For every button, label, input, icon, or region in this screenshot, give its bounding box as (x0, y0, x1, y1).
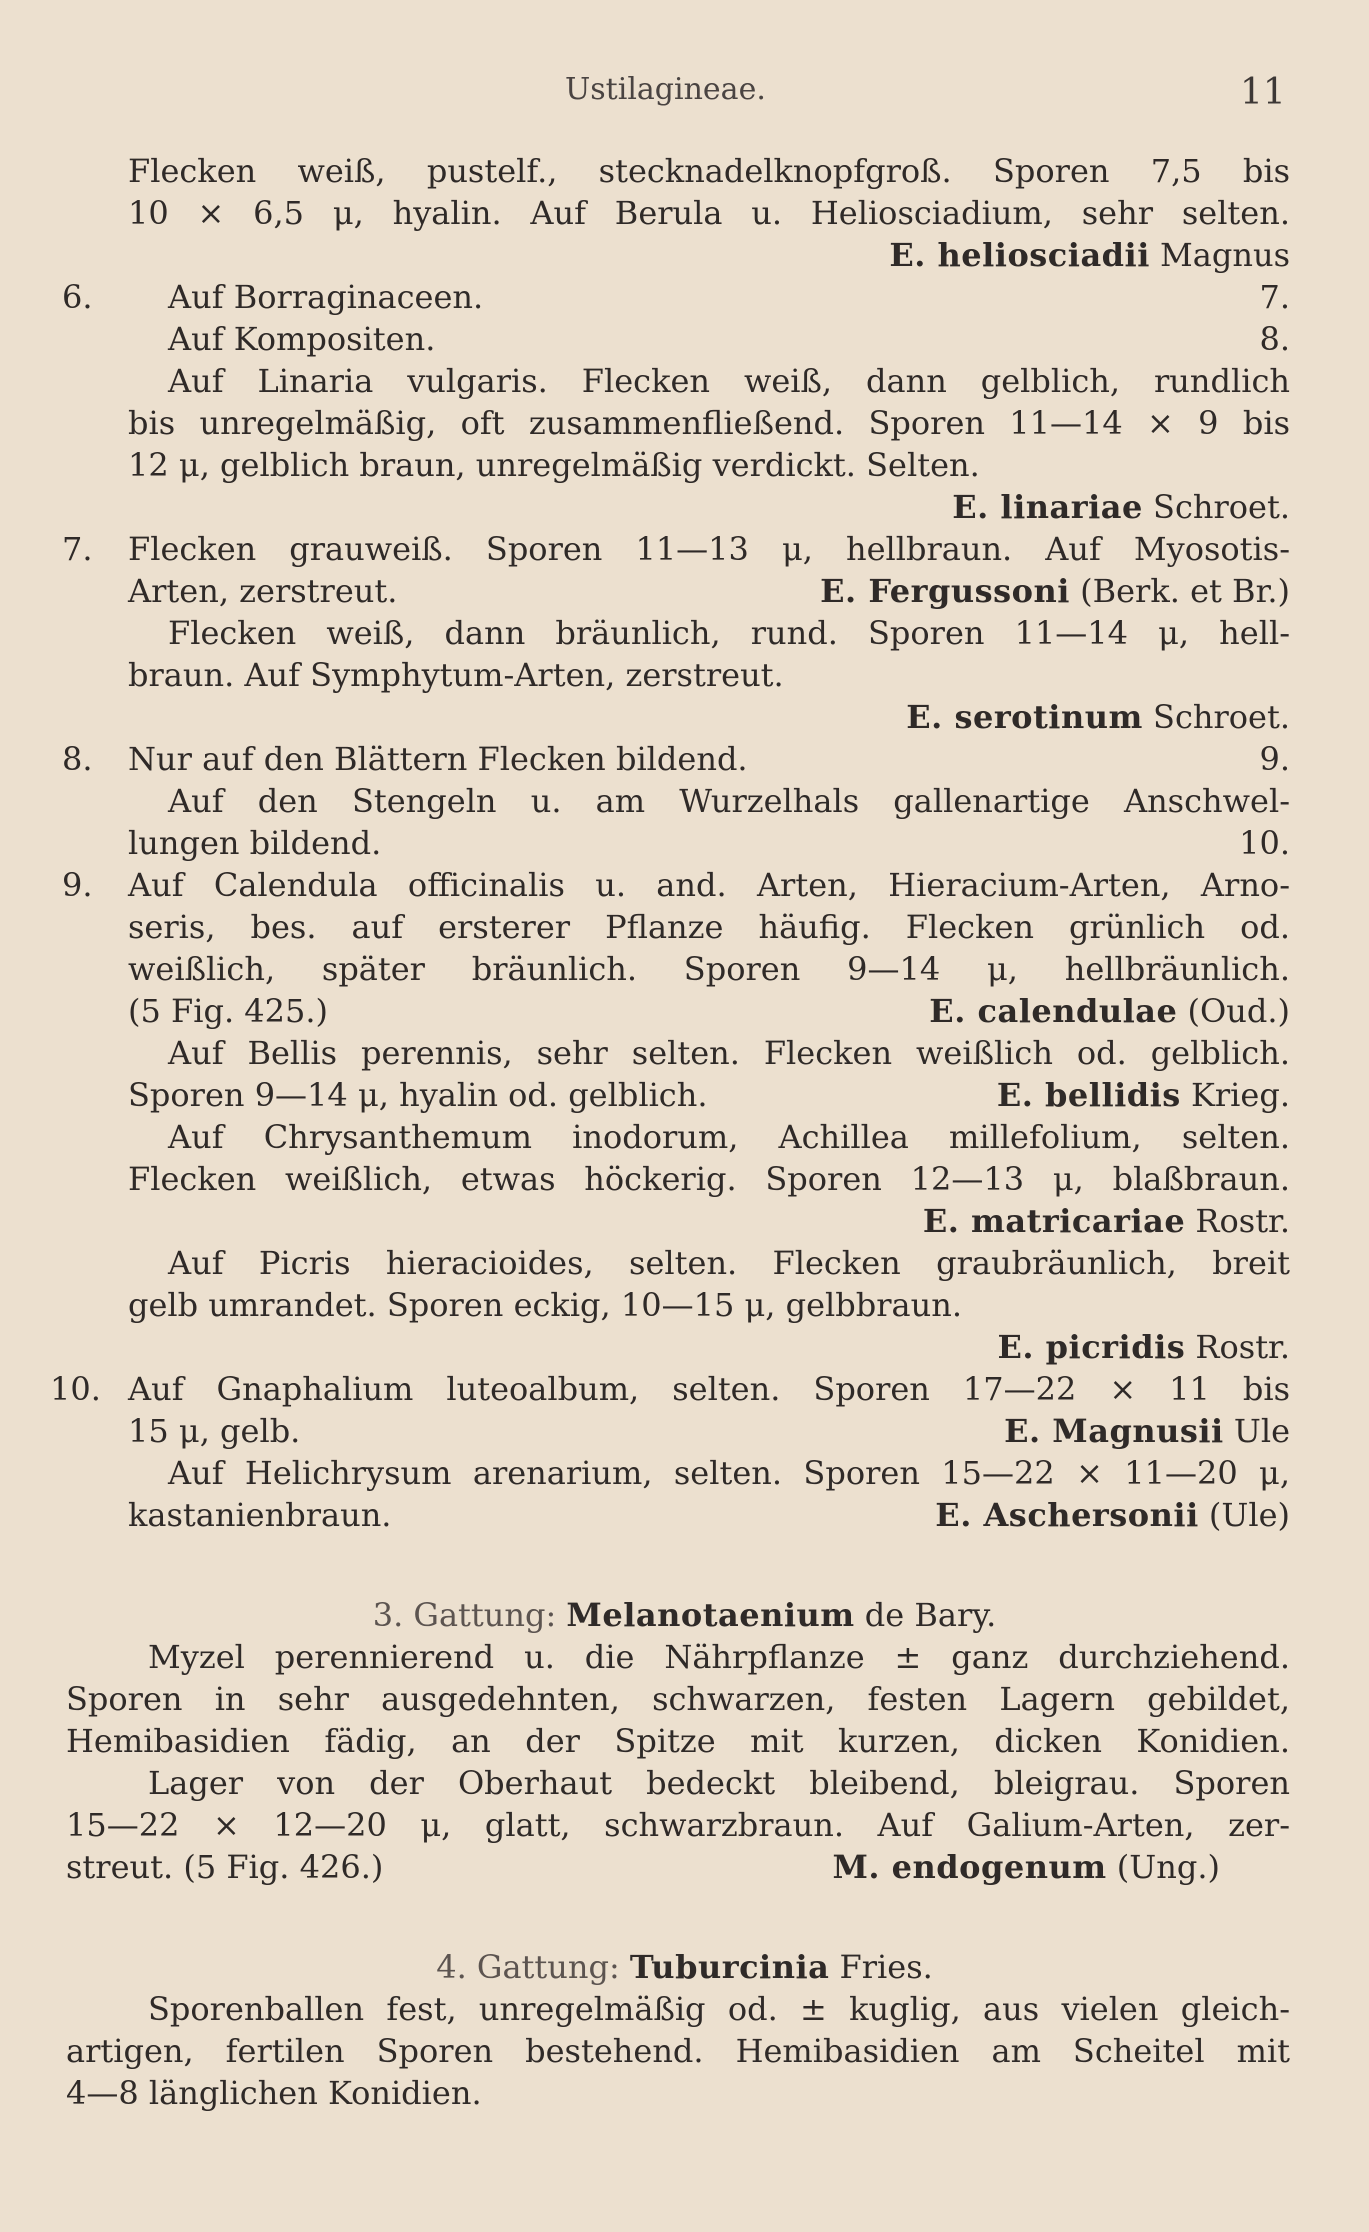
species-author: Ule (1233, 1412, 1290, 1450)
text-line (0, 1804, 1369, 1846)
text-line (0, 1452, 1369, 1494)
running-title: Ustilagineae. (565, 72, 766, 107)
species-author: Schroet. (1153, 698, 1290, 736)
line-text: Auf Bellis perennis, sehr selten. Flecken weißlich od. gelblich. (168, 1034, 1290, 1072)
line-text: bis unregelmäßig, oft zusammenfließend. Sporen 11—14 × 9 bis (128, 404, 1290, 442)
line-text: Auf Gnaphalium luteoalbum, selten. Sporen 17—22 × 11 bis (128, 1370, 1290, 1408)
text-line (0, 654, 1369, 696)
line-text: lungen bildend. (128, 824, 382, 862)
genus-heading (0, 1594, 1369, 1636)
line-text: 12 μ, gelblich braun, unregelmäßig verdickt. Selten. (128, 446, 980, 484)
genus-number: 3. Gattung: (372, 1596, 557, 1634)
key-number: 9. (62, 866, 93, 904)
text-line (0, 1410, 1369, 1452)
key-number: 8. (62, 740, 93, 778)
text-line (0, 780, 1369, 822)
text-line (0, 1074, 1369, 1116)
species-name (906, 696, 1290, 738)
page-body (0, 150, 1369, 2114)
line-text: Flecken grauweiß. Sporen 11—13 μ, hellbraun. Auf Myosotis- (128, 530, 1290, 568)
genus-author: Fries. (839, 1948, 933, 1986)
line-text: Auf Picris hieracioides, selten. Flecken graubräunlich, breit (168, 1244, 1290, 1282)
text-line (0, 1158, 1369, 1200)
key-reference: 9. (1259, 740, 1290, 778)
line-text: Auf Chrysanthemum inodorum, Achillea millefolium, selten. (168, 1118, 1290, 1156)
text-line (0, 402, 1369, 444)
line-text: 10 × 6,5 μ, hyalin. Auf Berula u. Heliosciadium, sehr selten. (128, 194, 1290, 232)
text-line (0, 2072, 1369, 2114)
text-line (0, 234, 1369, 276)
species-name (923, 1200, 1290, 1242)
line-text: Myzel perennierend u. die Nährpflanze ± ganz durchziehend. (148, 1638, 1290, 1676)
text-line (0, 822, 1369, 864)
genus-heading (0, 1946, 1369, 1988)
species-binomial: E. Aschersonii (935, 1496, 1199, 1534)
key-number: 10. (50, 1370, 101, 1408)
text-line (0, 1032, 1369, 1074)
species-name (1004, 1410, 1290, 1452)
text-line (0, 1762, 1369, 1804)
text-line (0, 276, 1369, 318)
line-text: Auf Calendula officinalis u. and. Arten, Hieracium-Arten, Arno- (128, 866, 1290, 904)
text-line (0, 486, 1369, 528)
line-text: Auf Kompositen. (168, 320, 436, 358)
text-line (0, 1678, 1369, 1720)
line-text: streut. (5 Fig. 426.) (66, 1848, 384, 1886)
species-binomial: E. linariae (952, 488, 1143, 526)
species-binomial: E. Fergussoni (820, 572, 1070, 610)
text-line (0, 570, 1369, 612)
species-name (952, 486, 1290, 528)
text-line (0, 1116, 1369, 1158)
text-line (0, 738, 1369, 780)
text-line (0, 318, 1369, 360)
line-text: Auf den Stengeln u. am Wurzelhals gallenartige Anschwel- (168, 782, 1290, 820)
species-binomial: E. picridis (997, 1328, 1186, 1366)
text-line (0, 528, 1369, 570)
running-header (0, 70, 1369, 116)
line-text: Auf Linaria vulgaris. Flecken weiß, dann gelblich, rundlich (168, 362, 1290, 400)
line-text: Sporen in sehr ausgedehnten, schwarzen, festen Lagern gebildet, (66, 1680, 1290, 1718)
species-name (832, 1846, 1220, 1888)
line-text: (5 Fig. 425.) (128, 992, 329, 1030)
genus-name: Melanotaenium (566, 1596, 855, 1634)
genus-number: 4. Gattung: (436, 1948, 620, 1986)
species-name (997, 1326, 1290, 1368)
species-author: (Ule) (1208, 1496, 1290, 1534)
key-reference: 7. (1259, 278, 1290, 316)
species-name (997, 1074, 1290, 1116)
line-text: 4—8 länglichen Konidien. (66, 2074, 482, 2112)
line-text: seris, bes. auf ersterer Pflanze häufig. Flecken grünlich od. (128, 908, 1290, 946)
species-binomial: E. matricariae (922, 1202, 1186, 1240)
species-binomial: E. bellidis (996, 1076, 1181, 1114)
species-author: (Ung.) (1116, 1848, 1220, 1886)
page-number: 11 (1240, 72, 1286, 113)
line-text: Arten, zerstreut. (128, 572, 398, 610)
species-author: Rostr. (1195, 1202, 1290, 1240)
species-name (889, 234, 1290, 276)
text-line (0, 360, 1369, 402)
text-line (0, 1720, 1369, 1762)
species-author: (Berk. et Br.) (1080, 572, 1290, 610)
text-line (0, 906, 1369, 948)
line-text: Auf Borraginaceen. (168, 278, 484, 316)
genus-name: Tuburcinia (629, 1948, 830, 1986)
species-author: Krieg. (1190, 1076, 1290, 1114)
text-line (0, 1200, 1369, 1242)
text-line (0, 1846, 1369, 1888)
text-line (0, 444, 1369, 486)
line-text: Sporen 9—14 μ, hyalin od. gelblich. (128, 1076, 708, 1114)
key-reference: 8. (1259, 320, 1290, 358)
line-text: Flecken weiß, dann bräunlich, rund. Sporen 11—14 μ, hell- (168, 614, 1290, 652)
key-number: 6. (62, 278, 93, 316)
species-name (935, 1494, 1290, 1536)
species-binomial: E. serotinum (906, 698, 1143, 736)
line-text: Flecken weiß, pustelf., stecknadelknopfgroß. Sporen 7,5 bis (128, 152, 1290, 190)
line-text: Auf Helichrysum arenarium, selten. Sporen 15—22 × 11—20 μ, (168, 1454, 1290, 1492)
species-binomial: E. heliosciadii (889, 236, 1150, 274)
species-binomial: E. Magnusii (1004, 1412, 1224, 1450)
line-text: Hemibasidien fädig, an der Spitze mit kurzen, dicken Konidien. (66, 1722, 1290, 1760)
line-text: Flecken weißlich, etwas höckerig. Sporen 12—13 μ, blaßbraun. (128, 1160, 1290, 1198)
species-author: Magnus (1160, 236, 1290, 274)
key-number: 7. (62, 530, 93, 568)
text-line (0, 1636, 1369, 1678)
line-text: Lager von der Oberhaut bedeckt bleibend, bleigrau. Sporen (148, 1764, 1290, 1802)
text-line (0, 990, 1369, 1032)
line-text: 15 μ, gelb. (128, 1412, 301, 1450)
text-line (0, 192, 1369, 234)
line-text: braun. Auf Symphytum-Arten, zerstreut. (128, 656, 784, 694)
text-line (0, 612, 1369, 654)
text-line (0, 948, 1369, 990)
text-line (0, 696, 1369, 738)
line-text: 15—22 × 12—20 μ, glatt, schwarzbraun. Auf Galium-Arten, zer- (66, 1806, 1290, 1844)
line-text: Sporenballen fest, unregelmäßig od. ± kuglig, aus vielen gleich- (148, 1990, 1290, 2028)
species-binomial: M. endogenum (832, 1848, 1107, 1886)
genus-author: de Bary. (864, 1596, 997, 1634)
text-line (0, 1494, 1369, 1536)
species-name (820, 570, 1290, 612)
text-line (0, 1988, 1369, 2030)
text-line (0, 2030, 1369, 2072)
species-binomial: E. calendulae (929, 992, 1178, 1030)
line-text: artigen, fertilen Sporen bestehend. Hemibasidien am Scheitel mit (66, 2032, 1290, 2070)
species-author: Rostr. (1195, 1328, 1290, 1366)
text-line (0, 150, 1369, 192)
text-line (0, 1368, 1369, 1410)
key-reference: 10. (1239, 824, 1290, 862)
species-author: Schroet. (1153, 488, 1290, 526)
species-author: (Oud.) (1187, 992, 1290, 1030)
text-line (0, 864, 1369, 906)
species-name (929, 990, 1290, 1032)
text-line (0, 1284, 1369, 1326)
line-text: kastanienbraun. (128, 1496, 392, 1534)
line-text: gelb umrandet. Sporen eckig, 10—15 μ, gelbbraun. (128, 1286, 963, 1324)
text-line (0, 1242, 1369, 1284)
line-text: weißlich, später bräunlich. Sporen 9—14 μ, hellbräunlich. (128, 950, 1290, 988)
text-line (0, 1326, 1369, 1368)
line-text: Nur auf den Blättern Flecken bildend. (128, 740, 748, 778)
